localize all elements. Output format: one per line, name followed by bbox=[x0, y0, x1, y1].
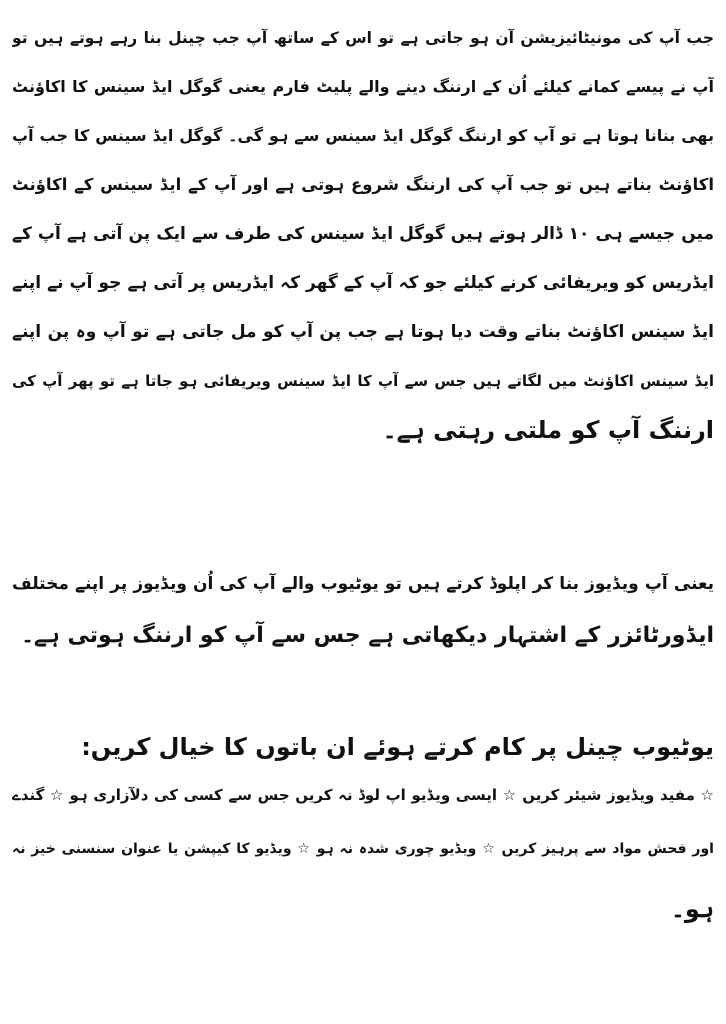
paragraph2-line-2: ایڈورٹائزر کے اشتہار دیکھاتی ہے جس سے آپ کو ارننگ ہوتی ہے۔ bbox=[21, 623, 714, 648]
paragraph1-line-2: آپ نے پیسے کمانے کیلئے اُن کے ارننگ دینے والے پلیٹ فارم یعنی گوگل ایڈ سینس کا اکاؤنٹ bbox=[12, 77, 714, 96]
paragraph1-line-8: ایڈ سینس اکاؤنٹ میں لگاتے ہیں جس سے آپ کا ایڈ سینس ویریفائی ہو جاتا ہے تو پھر آپ کی bbox=[12, 372, 714, 390]
tips-line-2: اور فحش مواد سے پرہیز کریں ☆ ویڈیو چوری شدہ نہ ہو ☆ ویڈیو کا کیپشن یا عنوان سنسنی خیز نہ bbox=[12, 841, 714, 857]
paragraph1-line-6: ایڈریس کو ویریفائی کرنے کیلئے جو کہ آپ کے گھر کہ ایڈریس پر آتی ہے جو آپ نے اپنے bbox=[12, 273, 714, 293]
tips-line-3: ہو۔ bbox=[670, 895, 714, 923]
paragraph1-line-7: ایڈ سینس اکاؤنٹ بناتے وقت دیا ہوتا ہے جب پن آپ کو مل جاتی ہے تو آپ وہ پن اپنے bbox=[12, 322, 714, 342]
paragraph1-line-9: ارننگ آپ کو ملتی رہتی ہے۔ bbox=[382, 416, 714, 444]
paragraph1-line-5: میں جیسے ہی ۱۰ ڈالر ہوتے ہیں گوگل ایڈ سینس کی طرف سے ایک پن آتی ہے آپ کے bbox=[12, 224, 714, 244]
paragraph2-line-1: یعنی آپ ویڈیوز بنا کر اپلوڈ کرتے ہیں تو یوٹیوب والے آپ کی اُن ویڈیوز پر اپنے مختلف bbox=[12, 574, 714, 594]
tips-line-1: ☆ مفید ویڈیوز شیئر کریں ☆ ایسی ویڈیو اپ لوڈ نہ کریں جس سے کسی کی دلآزاری ہو ☆ گندے bbox=[12, 786, 714, 804]
paragraph1-line-3: بھی بنانا ہوتا ہے تو آپ کو ارننگ گوگل ایڈ سینس سے ہو گی۔ گوگل ایڈ سینس کا جب آپ bbox=[12, 126, 714, 145]
paragraph1-line-4: اکاؤنٹ بناتے ہیں تو جب آپ کی ارننگ شروع ہوتی ہے اور آپ کے ایڈ سینس کے اکاؤنٹ bbox=[12, 175, 714, 194]
paragraph1-line-1: جب آپ کی مونیٹائیزیشن آن ہو جاتی ہے تو اس کے ساتھ آپ جب چینل بنا رہے ہوتے ہیں تو bbox=[12, 29, 714, 47]
section-heading: یوٹیوب چینل پر کام کرتے ہوئے ان باتوں کا خیال کریں: bbox=[81, 733, 714, 761]
